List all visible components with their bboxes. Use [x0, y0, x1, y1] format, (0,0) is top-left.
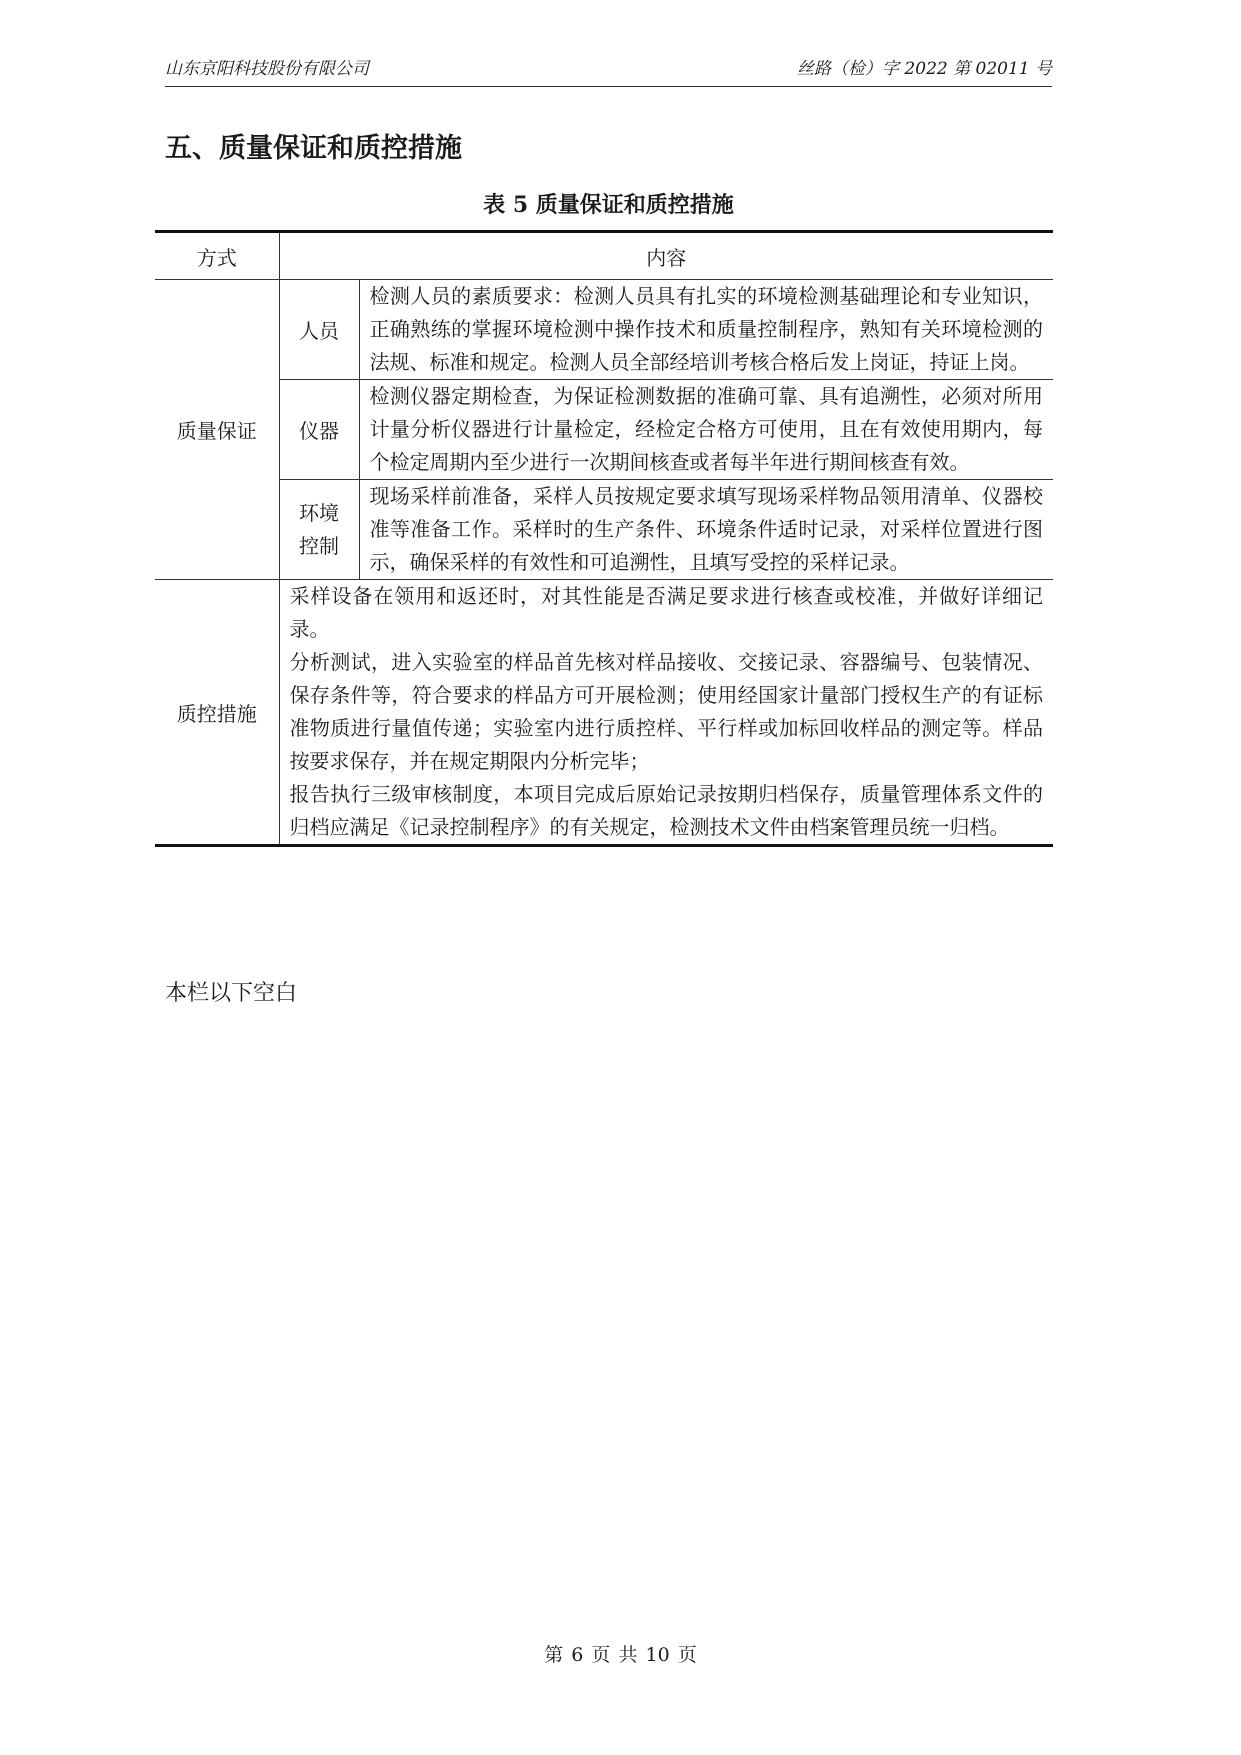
qa-text-instrument: 检测仪器定期检查，为保证检测数据的准确可靠、具有追溯性，必须对所用计量分析仪器进行计量检定，经检定合格方可使用，且在有效使用期内，每个检定周期内至少进行一次期间核查或者每半年进行期间核查有效。 [359, 380, 1053, 480]
qc-label: 质控措施 [155, 580, 279, 846]
qc-paragraph: 采样设备在领用和返还时，对其性能是否满足要求进行核查或校准，并做好详细记录。 [289, 584, 1043, 641]
table-row [155, 480, 1053, 580]
table-row [155, 280, 1053, 380]
column-header-content: 内容 [279, 232, 1053, 280]
table-row [155, 380, 1053, 480]
column-header-method: 方式 [155, 232, 279, 280]
table-header-row [155, 232, 1053, 280]
section-title: 五、质量保证和质控措施 [165, 133, 462, 164]
qc-paragraph: 报告执行三级审核制度，本项目完成后原始记录按期归档保存，质量管理体系文件的归档应满足《记录控制程序》的有关规定，检测技术文件由档案管理员统一归档。 [289, 782, 1043, 839]
qc-content [279, 580, 1053, 846]
qa-sub-label-instrument: 仪器 [279, 380, 359, 480]
qa-sub-label-environment-line1: 环境 [299, 500, 339, 525]
blank-below-note: 本栏以下空白 [165, 981, 298, 1006]
qa-sub-label-environment [279, 480, 359, 580]
table-row [155, 580, 1053, 846]
qa-text-environment: 现场采样前准备，采样人员按规定要求填写现场采样物品领用清单、仪器校准等准备工作。采样时的生产条件、环境条件适时记录，对采样位置进行图示，确保采样的有效性和可追溯性，且填写受控的采样记录。 [359, 480, 1053, 580]
qa-sub-label-personnel: 人员 [279, 280, 359, 380]
page-header [165, 50, 1052, 87]
page-footer: 第 6 页 共 10 页 [544, 1644, 697, 1666]
report-number: 丝路（检）字 2022 第 02011 号 [797, 59, 1052, 79]
qa-text-personnel: 检测人员的素质要求：检测人员具有扎实的环境检测基础理论和专业知识，正确熟练的掌握环境检测中操作技术和质量控制程序，熟知有关环境检测的法规、标准和规定。检测人员全部经培训考核合格后发上岗证，持证上岗。 [359, 280, 1053, 380]
qc-paragraph: 分析测试，进入实验室的样品首先核对样品接收、交接记录、容器编号、包装情况、保存条件等，符合要求的样品方可开展检测；使用经国家计量部门授权生产的有证标准物质进行量值传递；实验室内进行质控样、平行样或加标回收样品的测定等。样品按要求保存，并在规定期限内分析完毕； [289, 650, 1043, 773]
qa-sub-label-environment-line2: 控制 [299, 533, 339, 558]
quality-table [155, 230, 1053, 847]
company-name: 山东京阳科技股份有限公司 [165, 59, 369, 79]
table-caption: 表 5 质量保证和质控措施 [483, 192, 734, 218]
qa-label: 质量保证 [155, 280, 279, 580]
